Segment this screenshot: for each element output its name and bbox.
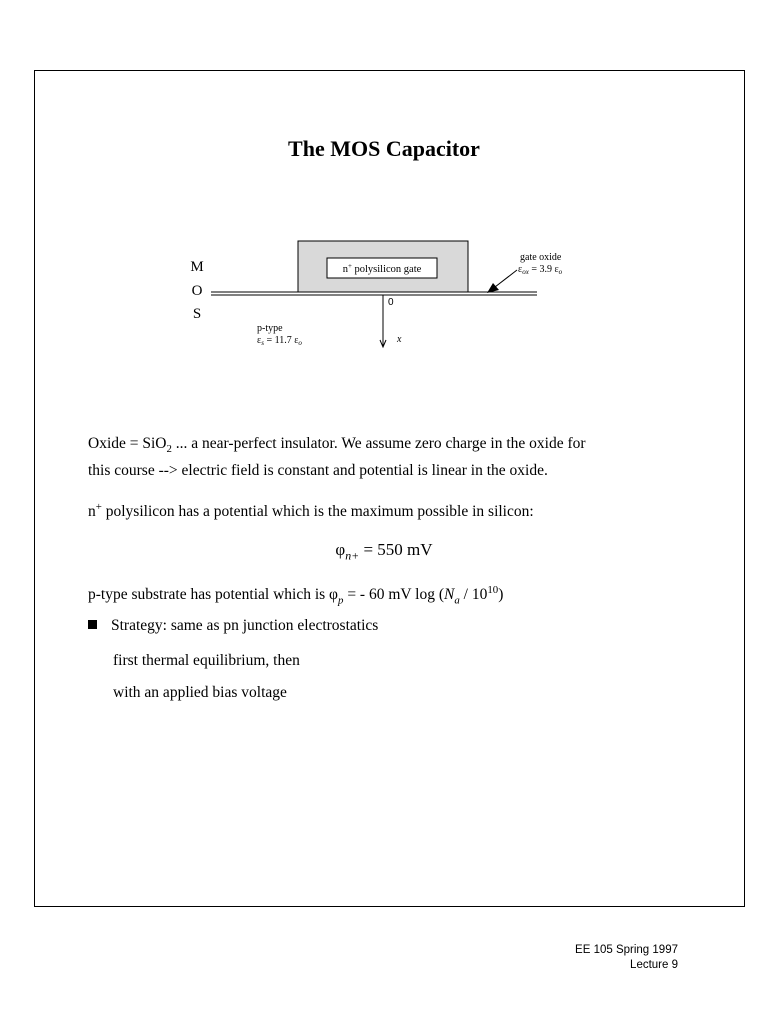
stack-label-s: S: [192, 306, 202, 322]
footer: [575, 943, 678, 973]
footer-course: EE 105 Spring 1997: [575, 944, 678, 956]
oxide-line-2: this course --> electric field is constant and potential is linear in the oxide.: [88, 462, 548, 480]
stack-label-m: M: [190, 259, 204, 275]
strategy-step-2: with an applied bias voltage: [113, 684, 287, 701]
slide-title: The MOS Capacitor: [288, 136, 480, 161]
gate-oxide-arrow: [495, 270, 517, 287]
gate-label: n+ polysilicon gate: [342, 262, 422, 275]
stack-label-o: O: [191, 283, 203, 299]
ptype-paragraph: p-type substrate has potential which is $\varphi_p$ = - 60 mV $\log (N_a / 10^{10})$: [88, 584, 504, 607]
footer-lecture: Lecture 9: [630, 959, 678, 971]
gate-oxide-label: gate oxide: [520, 252, 562, 263]
strategy-bullet: Strategy: same as pn junction electrostatics: [88, 615, 378, 636]
strategy-step-1: first thermal equilibrium, then: [113, 652, 300, 669]
substrate-type-label: p-type: [257, 323, 283, 334]
eps-ox-label: $\varepsilon_{ox} = 3.9$ $\varepsilon_o$: [518, 264, 563, 276]
bullet-square-icon: [88, 620, 97, 629]
oxide-paragraph: [88, 433, 586, 481]
origin-label: 0: [388, 297, 394, 308]
x-axis-label: x: [397, 334, 402, 345]
eps-s-label: $\varepsilon_s = 11.7$ $\varepsilon_o$: [257, 335, 302, 347]
oxide-line-1: Oxide = SiO$_2$ ... a near-perfect insulator. We assume zero charge in the oxide for: [88, 435, 586, 456]
phi-equation: $\varphi_{n+} = 550$ mV: [335, 540, 433, 563]
npoly-paragraph: n+ polysilicon has a potential which is the maximum possible in silicon:: [88, 501, 534, 521]
